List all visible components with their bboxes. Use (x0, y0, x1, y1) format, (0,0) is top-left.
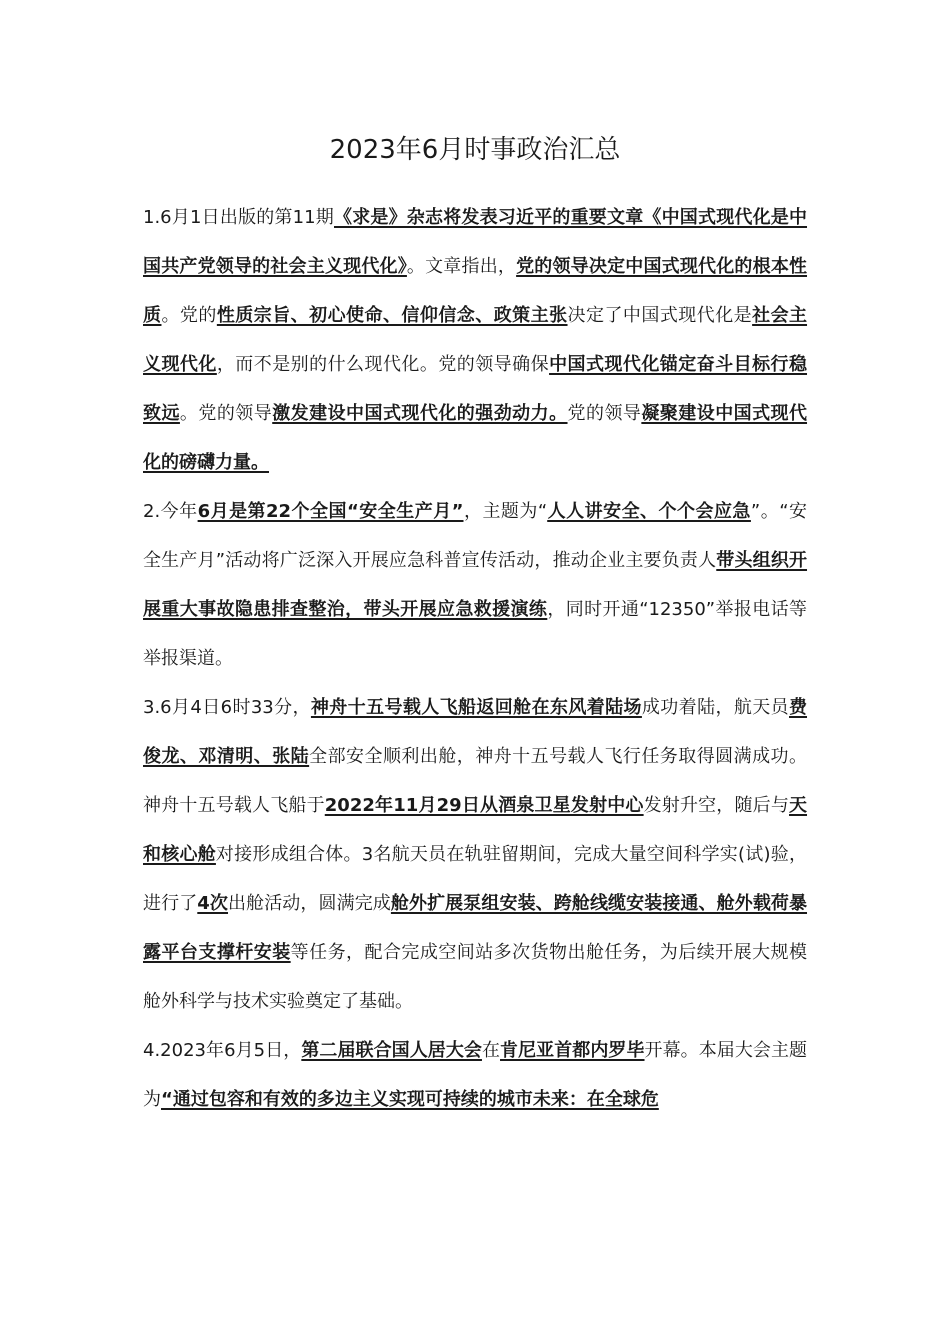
emphasized-text: 费俊龙、邓清明、张陆 (143, 697, 808, 767)
text-segment: ，同时开通“12350”举报电话等举报渠道。 (143, 599, 807, 669)
text-segment: 对接形成组合体。3名航天员在轨驻留期间，完成大量空间科学实(试)验，进行了 (143, 844, 807, 914)
paragraph-2 (143, 487, 807, 683)
text-segment: 开幕。本届大会主题为 (143, 1040, 808, 1110)
paragraph-1 (143, 193, 807, 487)
text-segment: 。党的领导 (179, 403, 273, 424)
text-segment: ，而不是别的什么现代化。党的领导确保 (216, 354, 550, 375)
emphasized-text: 4次 (197, 893, 229, 914)
text-segment: ”。“安全生产月”活动将广泛深入开展应急科普宣传活动，推动企业主要负责人 (143, 501, 807, 571)
text-segment: 。党的 (161, 305, 217, 326)
page-title: 2023年6月时事政治汇总 (329, 135, 621, 165)
emphasized-text: 激发建设中国式现代化的强劲动力。 (272, 403, 568, 424)
text-segment: 党的领导 (567, 403, 642, 424)
emphasized-text: 社会主义现代化 (143, 305, 808, 375)
text-segment: 4.2023年6月5日， (143, 1040, 302, 1061)
text-segment: 成功着陆，航天员 (641, 697, 790, 718)
emphasized-text: 舱外扩展泵组安装、跨舱线缆安装接通、舱外载荷暴露平台支撑杆安装 (143, 893, 808, 963)
emphasized-text: 第二届联合国人居大会 (301, 1040, 482, 1061)
text-segment: 。文章指出， (406, 256, 517, 277)
emphasized-text: 带头组织开展重大事故隐患排查整治，带头开展应急救援演练 (143, 550, 808, 620)
text-segment: ，主题为“ (463, 501, 548, 522)
emphasized-text: 凝聚建设中国式现代化的磅礴力量。 (143, 403, 808, 473)
text-segment: 决定了中国式现代化是 (567, 305, 753, 326)
emphasized-text: 2022年11月29日从酒泉卫星发射中心 (324, 795, 644, 816)
emphasized-text: 党的领导决定中国式现代化的根本性质 (143, 256, 808, 326)
paragraph-4 (143, 1026, 807, 1124)
emphasized-text: “通过包容和有效的多边主义实现可持续的城市未来：在全球危 (161, 1089, 659, 1110)
text-segment: 1.6月1日出版的第11期 (143, 207, 334, 228)
emphasized-text: 神舟十五号载人飞船返回舱在东风着陆场 (310, 697, 642, 718)
text-segment: 在 (481, 1040, 501, 1061)
document-body (143, 193, 807, 1124)
text-segment: 发射升空，随后与 (643, 795, 790, 816)
text-segment: 等任务，配合完成空间站多次货物出舱任务，为后续开展大规模舱外科学与技术实验奠定了基础。 (143, 942, 807, 1012)
emphasized-text: 《求是》杂志将发表习近平的重要文章《中国式现代化是中国共产党领导的社会主义现代化》 (143, 207, 808, 277)
emphasized-text: 肯尼亚首都内罗毕 (500, 1040, 645, 1061)
emphasized-text: 中国式现代化锚定奋斗目标行稳致远 (143, 354, 808, 424)
text-segment: 出舱活动，圆满完成 (228, 893, 391, 914)
emphasized-text: 人人讲安全、个个会应急 (547, 501, 751, 522)
emphasized-text: 6月是第22个全国“安全生产月” (197, 501, 464, 522)
text-segment: 3.6月4日6时33分， (143, 697, 311, 718)
emphasized-text: 性质宗旨、初心使命、信仰信念、政策主张 (216, 305, 568, 326)
text-segment: 全部安全顺利出舱，神舟十五号载人飞行任务取得圆满成功。神舟十五号载人飞船于 (143, 746, 808, 816)
emphasized-text: 天和核心舱 (143, 795, 808, 865)
paragraph-3 (143, 683, 807, 1026)
text-segment: 2.今年 (143, 501, 198, 522)
